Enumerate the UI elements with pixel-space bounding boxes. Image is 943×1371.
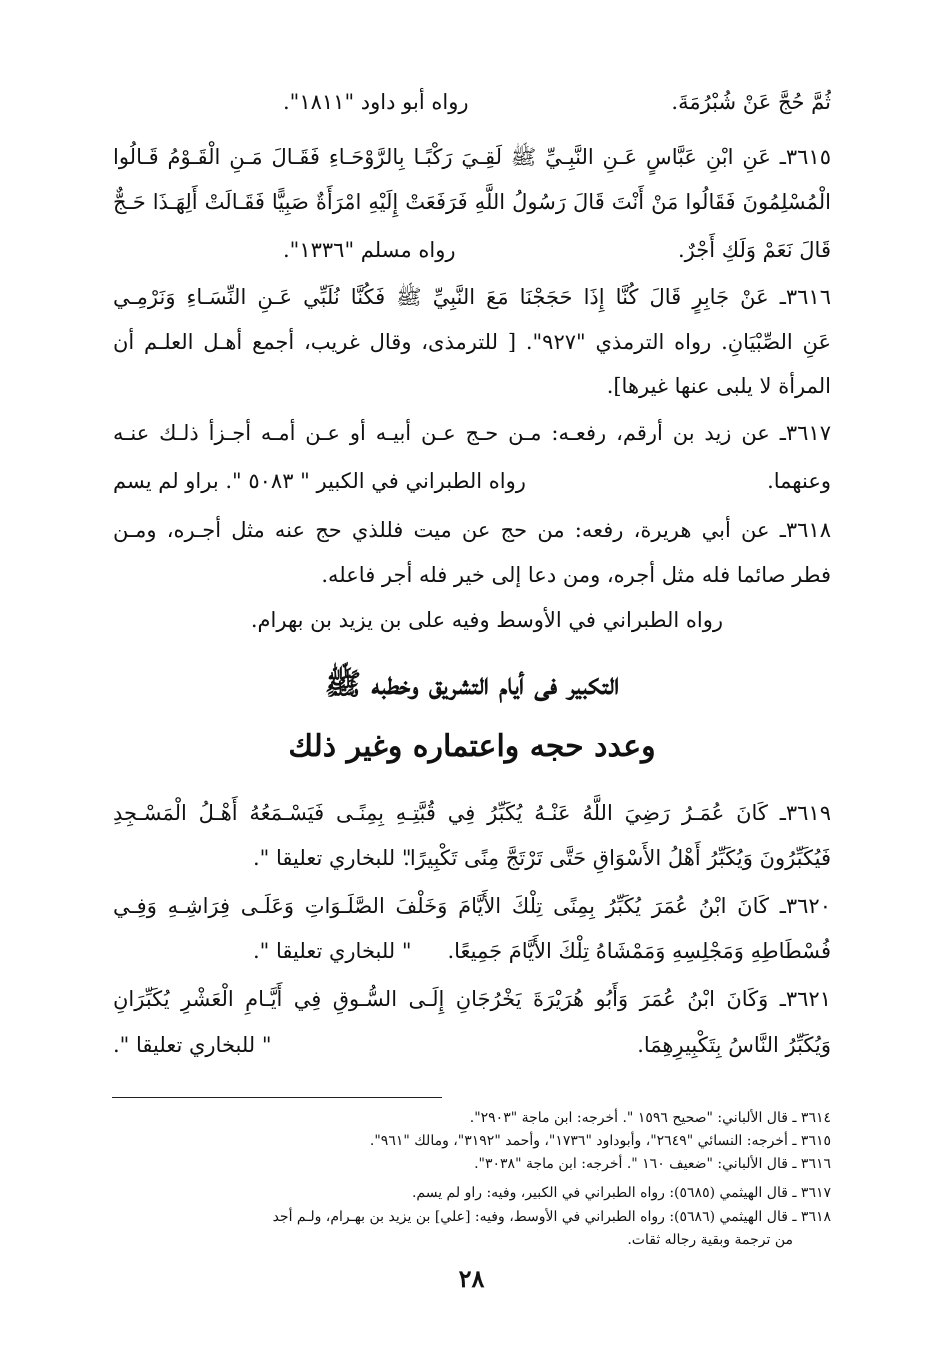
footnote: ٣٦١٥ ـ أخرجه: النسائي "٢٦٤٩"، وأبوداود "١٧٣٦"، وأحمد "٣١٩٢"، ومالك "٩٦١". (369, 1133, 831, 1149)
line-text: فَيُكَبِّرُونَ وَيُكَبِّرُ أَهْلُ الأَسْوَاقِ حَتَّى تَرْتَجَّ مِنًى تَكْبِيرًا. (403, 846, 831, 870)
footnote: ٣٦١٤ ـ قال الألباني: "صحيح ١٥٩٦ ". أخرجه: ابن ماجة "٢٩٠٣". (469, 1110, 831, 1126)
section-heading: التكبير فى أيام التشريق وخطبه ﷺ (324, 667, 620, 702)
source-reference: " للبخاري تعليقا ". (113, 1033, 272, 1057)
line-text: قَالَ نَعَمْ وَلَكِ أَجْرٌ. (678, 238, 831, 262)
text-line (113, 793, 831, 833)
line-text: ٣٦١٨ـ عن أبي هريرة، رفعه: من حج عن ميت فللذي حج عنه مثل أجـره، ومـن (113, 518, 831, 542)
footnote-separator (112, 1097, 442, 1098)
text-line (113, 600, 723, 640)
line-text: فُسْطَاطِهِ وَمَجْلِسِهِ وَمَمْشَاهُ تِلْكَ الأَيَّامَ جَمِيعًا. (447, 939, 831, 963)
line-text: فطر صائما فله مثل أجره، ومن دعا إلى خير فله أجر فاعله. (321, 563, 831, 587)
line-text: ٣٦١٦ـ عَنْ جَابِرٍ قَالَ كُنَّا إِذَا حَجَجْنَا مَعَ النَّبِيِّ ﷺ فَكُنَّا نُلَبِّي عَـنِ النِّسَـاءِ وَنَرْمِـي (113, 285, 831, 309)
line-text: ٣٦١٩ـ كَانَ عُمَـرُ رَضِيَ اللَّهُ عَنْـهُ يُكَبِّرُ فِي قُبَّتِـهِ بِمِنًـى فَيَسْـمَعُهُ أَهْـلُ الْمَسْـجِدِ (113, 801, 831, 825)
text-line (113, 555, 831, 595)
text-line (113, 322, 831, 362)
text-line (113, 413, 831, 453)
footnote: ٣٦١٧ ـ قال الهيثمي (٥٦٨٥): رواه الطبراني في الكبير، وفيه: راو لم يسم. (411, 1185, 831, 1201)
source-reference: رواه الطبراني في الكبير " ٥٠٨٣ ". براو لم يسم (113, 469, 526, 493)
text-line (113, 137, 831, 177)
text-line (113, 277, 831, 317)
footnote-continuation: من ترجمة وبقية رجاله ثقات. (627, 1232, 793, 1248)
text-line (113, 1025, 831, 1065)
text-line (113, 510, 831, 550)
text-line (113, 366, 831, 406)
source-reference: " للبخاري تعليقا ". (253, 846, 412, 870)
line-text: ٣٦١٧ـ عن زيد بن أرقم، رفعـه: مـن حـج عـن أبيـه أو عـن أمـه أجـزأ ذلـك عنـه (113, 421, 831, 445)
text-line (113, 886, 831, 926)
line-text: ثُمَّ حُجَّ عَنْ شُبْرُمَةَ. (671, 90, 831, 114)
text-line (113, 230, 831, 270)
source-reference: " للبخاري تعليقا ". (253, 939, 412, 963)
page-number: ٢٨ (458, 1264, 485, 1293)
section-subheading: وعدد حجه واعتماره وغير ذلك (288, 729, 656, 764)
line-text: ٣٦٢١ـ وَكَانَ ابْنُ عُمَرَ وَأَبُو هُرَيْرَةَ يَخْرُجَانِ إِلَـى السُّـوقِ فِي أَيَّـامِ الْعَشْرِ يُكَبِّرَانِ (113, 987, 831, 1011)
line-text: رواه الطبراني في الأوسط وفيه على بن يزيد بن بهرام. (250, 608, 723, 632)
line-text: الْمُسْلِمُونَ فَقَالُوا مَنْ أَنْتَ قَالَ رَسُولُ اللَّهِ فَرَفَعَتْ إِلَيْهِ امْرَأَةٌ صَبِيًّا فَقَـالَتْ أَلِهَـذَا حَـجٌّ (113, 190, 831, 214)
text-line (113, 82, 831, 122)
text-line (113, 182, 831, 222)
line-text: ٣٦١٥ـ عَنِ ابْنِ عَبَّاسٍ عَـنِ النَّبِـيِّ ﷺ لَقِـيَ رَكْبًـا بِالرَّوْحَـاءِ فَقَـالَ مَـنِ الْقَـوْمُ قَـالُوا (113, 145, 831, 169)
line-text: وَيُكَبِّرُ النَّاسُ بِتَكْبِيرِهِمَا. (637, 1033, 831, 1057)
line-text: ٣٦٢٠ـ كَانَ ابْنُ عُمَرَ يُكَبِّرُ بِمِنًى تِلْكَ الأَيَّامَ وَخَلْفَ الصَّلَـوَاتِ وَعَلَـى فِرَاشِـهِ وَفِـي (113, 894, 831, 918)
text-line (113, 461, 831, 501)
footnote: ٣٦١٦ ـ قال الألباني: "ضعيف ١٦٠ ". أخرجه: ابن ماجة "٣٠٣٨". (474, 1156, 831, 1172)
line-text: وعنهما. (767, 469, 831, 493)
line-text: عَنِ الصِّبْيَانِ. رواه الترمذي "٩٢٧". [ للترمذى، وقال غريب، أجمع أهـل العلـم أن (113, 330, 831, 354)
footnote: ٣٦١٨ ـ قال الهيثمي (٥٦٨٦): رواه الطبراني في الأوسط، وفيه: [علي] بن يزيد بن بهـرام، ولـم أجد (272, 1209, 831, 1225)
line-text: المرأة لا يلبى عنها غيرها]. (606, 374, 831, 398)
source-reference: رواه أبو داود "١٨١١". (283, 90, 469, 114)
text-line (113, 979, 831, 1019)
text-line (113, 931, 831, 971)
source-reference: رواه مسلم "١٣٣٦". (283, 238, 456, 262)
text-line (113, 838, 831, 878)
